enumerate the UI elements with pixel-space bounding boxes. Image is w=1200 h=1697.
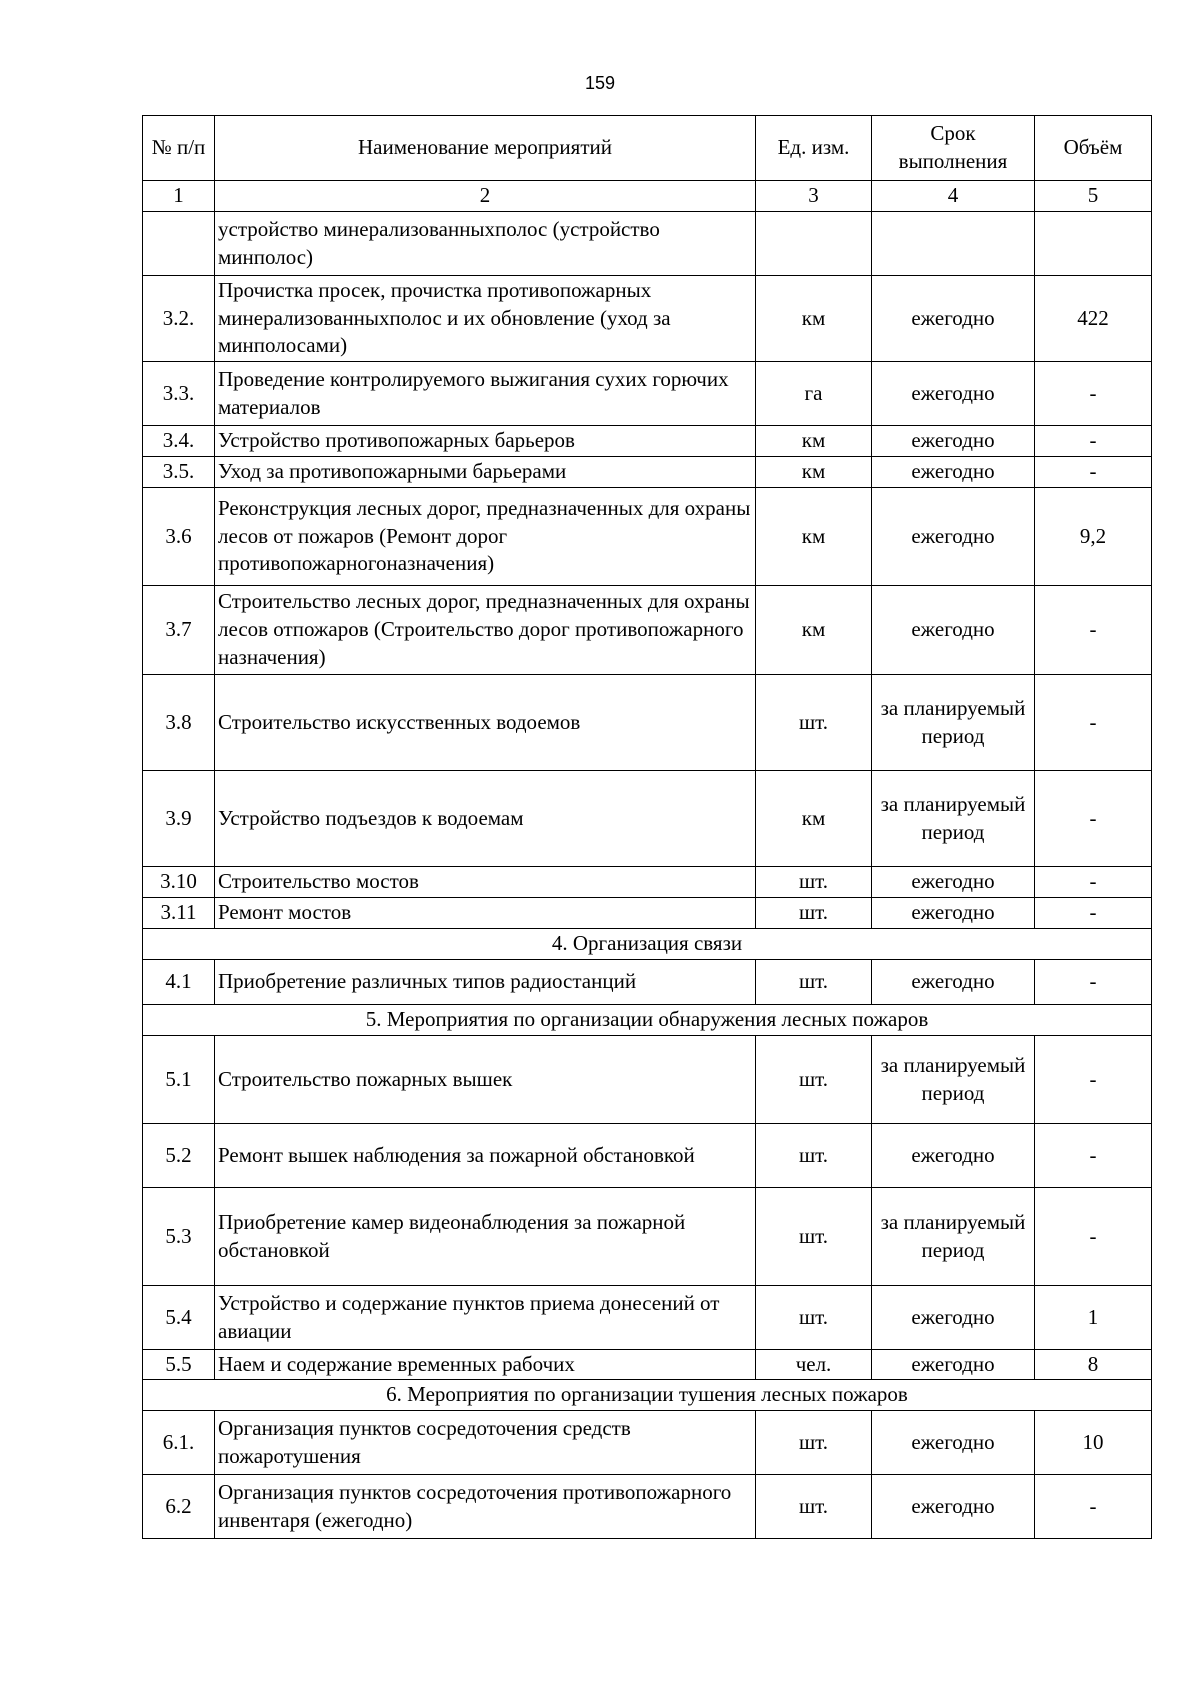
row-name: Уход за противопожарными барьерами [215,457,756,488]
column-number: 5 [1035,181,1152,212]
row-term: ежегодно [872,426,1035,457]
row-term: ежегодно [872,1124,1035,1188]
section-title: 6. Мероприятия по организации тушения лесных пожаров [143,1380,1152,1411]
row-unit: шт. [756,960,872,1005]
row-unit: км [756,771,872,867]
row-volume: - [1035,362,1152,426]
table-row [143,1475,1152,1539]
row-number: 3.8 [143,675,215,771]
table-row [143,1036,1152,1124]
row-volume: - [1035,1124,1152,1188]
row-name: Устройство и содержание пунктов приема донесений от авиации [215,1286,756,1350]
row-number: 6.1. [143,1411,215,1475]
row-volume: - [1035,1475,1152,1539]
row-term: ежегодно [872,586,1035,675]
row-term: ежегодно [872,457,1035,488]
row-volume: - [1035,867,1152,898]
row-unit: шт. [756,1188,872,1286]
row-number: 5.2 [143,1124,215,1188]
activities-table [142,115,1152,1539]
row-volume: - [1035,771,1152,867]
table-row [143,1124,1152,1188]
row-term: ежегодно [872,1475,1035,1539]
table-row [143,488,1152,586]
column-numbers-row [143,181,1152,212]
row-unit: км [756,276,872,362]
row-volume: 8 [1035,1350,1152,1380]
header-name: Наименование мероприятий [215,116,756,181]
row-unit: шт. [756,898,872,929]
row-number: 5.5 [143,1350,215,1380]
row-volume: - [1035,675,1152,771]
row-name: Строительство мостов [215,867,756,898]
row-volume: - [1035,960,1152,1005]
row-name: Строительство пожарных вышек [215,1036,756,1124]
row-volume [1035,212,1152,276]
row-name: Проведение контролируемого выжигания сухих горючих материалов [215,362,756,426]
row-name: Наем и содержание временных рабочих [215,1350,756,1380]
row-name: Устройство подъездов к водоемам [215,771,756,867]
row-term: ежегодно [872,362,1035,426]
table-row [143,771,1152,867]
row-unit: чел. [756,1350,872,1380]
row-name: Устройство противопожарных барьеров [215,426,756,457]
row-name: устройство минерализованныхполос (устройство минполос) [215,212,756,276]
row-unit: шт. [756,1411,872,1475]
table-row [143,457,1152,488]
header-volume: Объём [1035,116,1152,181]
column-number: 4 [872,181,1035,212]
row-term: за планируемый период [872,1036,1035,1124]
header-unit: Ед. изм. [756,116,872,181]
section-row [143,1380,1152,1411]
table-row [143,1350,1152,1380]
row-term: ежегодно [872,867,1035,898]
row-volume: 422 [1035,276,1152,362]
row-term [872,212,1035,276]
section-title: 4. Организация связи [143,929,1152,960]
header-num: № п/п [143,116,215,181]
row-number: 6.2 [143,1475,215,1539]
row-name: Ремонт мостов [215,898,756,929]
row-name: Реконструкция лесных дорог, предназначенных для охраны лесов от пожаров (Ремонт дорог противопожарногоназначения) [215,488,756,586]
table-row [143,1411,1152,1475]
header-term: Срок выполнения [872,116,1035,181]
row-unit: шт. [756,1036,872,1124]
row-name: Строительство искусственных водоемов [215,675,756,771]
section-row [143,1005,1152,1036]
row-unit: шт. [756,675,872,771]
row-number: 5.4 [143,1286,215,1350]
row-number: 3.3. [143,362,215,426]
row-unit: шт. [756,867,872,898]
row-name: Прочистка просек, прочистка противопожарных минерализованныхполос и их обновление (уход за минполосами) [215,276,756,362]
row-unit: шт. [756,1475,872,1539]
table-row [143,586,1152,675]
row-term: за планируемый период [872,675,1035,771]
row-volume: - [1035,426,1152,457]
row-volume: - [1035,1188,1152,1286]
row-volume: - [1035,1036,1152,1124]
table-row [143,362,1152,426]
row-volume: - [1035,457,1152,488]
table-header-row [143,116,1152,181]
table-row [143,898,1152,929]
column-number: 3 [756,181,872,212]
row-unit: га [756,362,872,426]
row-unit: км [756,488,872,586]
row-unit [756,212,872,276]
row-unit: км [756,426,872,457]
row-unit: км [756,457,872,488]
row-volume: - [1035,898,1152,929]
row-number: 3.9 [143,771,215,867]
row-term: за планируемый период [872,1188,1035,1286]
row-number: 3.2. [143,276,215,362]
table-row [143,675,1152,771]
row-number: 3.5. [143,457,215,488]
table-row [143,1286,1152,1350]
table-row [143,426,1152,457]
table-row [143,1188,1152,1286]
row-name: Организация пунктов сосредоточения противопожарного инвентаря (ежегодно) [215,1475,756,1539]
row-volume: 9,2 [1035,488,1152,586]
row-unit: км [756,586,872,675]
page-number: 159 [584,73,616,93]
row-term: ежегодно [872,1411,1035,1475]
table-row [143,960,1152,1005]
row-term: ежегодно [872,488,1035,586]
row-number: 5.3 [143,1188,215,1286]
row-number: 4.1 [143,960,215,1005]
table-row [143,867,1152,898]
row-term: ежегодно [872,1350,1035,1380]
row-unit: шт. [756,1124,872,1188]
table-row [143,212,1152,276]
column-number: 2 [215,181,756,212]
row-volume: 10 [1035,1411,1152,1475]
row-number: 3.11 [143,898,215,929]
section-row [143,929,1152,960]
row-number [143,212,215,276]
row-number: 3.7 [143,586,215,675]
section-title: 5. Мероприятия по организации обнаружения лесных пожаров [143,1005,1152,1036]
row-name: Организация пунктов сосредоточения средств пожаротушения [215,1411,756,1475]
row-name: Строительство лесных дорог, предназначенных для охраны лесов отпожаров (Строительство дорог противопожарного назначения) [215,586,756,675]
row-unit: шт. [756,1286,872,1350]
row-term: за планируемый период [872,771,1035,867]
row-number: 3.10 [143,867,215,898]
row-term: ежегодно [872,276,1035,362]
row-term: ежегодно [872,1286,1035,1350]
row-term: ежегодно [872,960,1035,1005]
table-row [143,276,1152,362]
column-number: 1 [143,181,215,212]
row-name: Ремонт вышек наблюдения за пожарной обстановкой [215,1124,756,1188]
row-name: Приобретение различных типов радиостанций [215,960,756,1005]
row-volume: 1 [1035,1286,1152,1350]
row-term: ежегодно [872,898,1035,929]
row-number: 3.4. [143,426,215,457]
row-volume: - [1035,586,1152,675]
row-name: Приобретение камер видеонаблюдения за пожарной обстановкой [215,1188,756,1286]
row-number: 5.1 [143,1036,215,1124]
row-number: 3.6 [143,488,215,586]
